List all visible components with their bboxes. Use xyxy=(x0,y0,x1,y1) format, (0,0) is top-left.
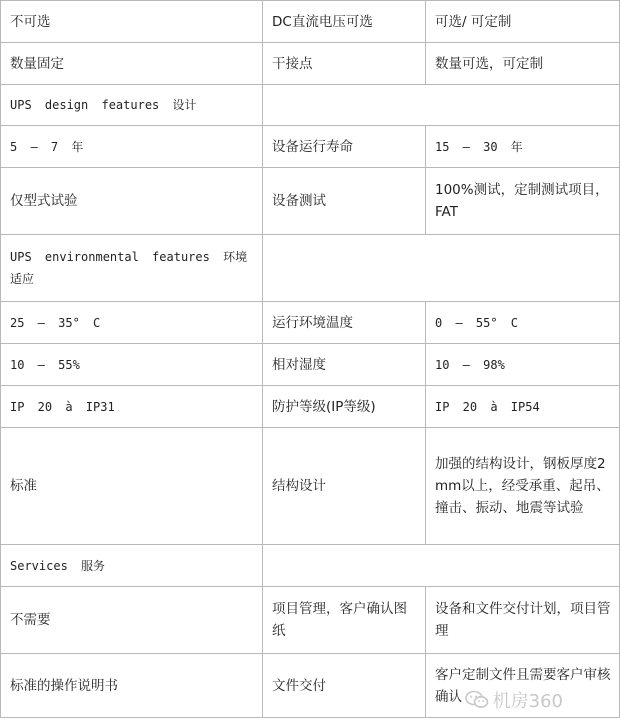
table-cell: 数量固定 xyxy=(1,43,263,85)
table-row xyxy=(1,126,620,168)
table-cell: 10 – 55% xyxy=(1,344,263,386)
table-cell: 设备运行寿命 xyxy=(263,126,426,168)
table-cell: 客户定制文件且需要客户审核确认 xyxy=(426,654,620,718)
table-cell: 防护等级(IP等级) xyxy=(263,386,426,428)
table-row xyxy=(1,1,620,43)
table-cell: 10 – 98% xyxy=(426,344,620,386)
table-row xyxy=(1,168,620,235)
table-row xyxy=(1,344,620,386)
table-cell: 标准 xyxy=(1,428,263,545)
section-header-row xyxy=(1,85,620,126)
section-header: UPS environmental features 环境适应 xyxy=(1,235,263,302)
table-cell: 25 – 35° C xyxy=(1,302,263,344)
table-cell xyxy=(263,235,620,302)
table-cell: 100%测试，定制测试项目，FAT xyxy=(426,168,620,235)
table-cell: 结构设计 xyxy=(263,428,426,545)
table-cell: IP 20 à IP54 xyxy=(426,386,620,428)
table-cell: 文件交付 xyxy=(263,654,426,718)
table-cell: 加强的结构设计，钢板厚度2mm以上，经受承重、起吊、撞击、振动、地震等试验 xyxy=(426,428,620,545)
wechat-icon xyxy=(465,690,489,710)
table-cell: 15 – 30 年 xyxy=(426,126,620,168)
section-header: UPS design features 设计 xyxy=(1,85,263,126)
section-header-row xyxy=(1,235,620,302)
table-cell: 标准的操作说明书 xyxy=(1,654,263,718)
table-cell xyxy=(263,545,620,587)
table-cell: 不可选 xyxy=(1,1,263,43)
table-cell: 运行环境温度 xyxy=(263,302,426,344)
table-cell: 干接点 xyxy=(263,43,426,85)
table-cell: DC直流电压可选 xyxy=(263,1,426,43)
table-row xyxy=(1,302,620,344)
table-cell: 可选/ 可定制 xyxy=(426,1,620,43)
table-cell: 5 – 7 年 xyxy=(1,126,263,168)
section-header: Services 服务 xyxy=(1,545,263,587)
table-row xyxy=(1,428,620,545)
table-cell xyxy=(263,85,620,126)
table-cell: 0 – 55° C xyxy=(426,302,620,344)
table-row xyxy=(1,386,620,428)
table-row xyxy=(1,43,620,85)
table-cell: 相对湿度 xyxy=(263,344,426,386)
table-cell: 数量可选，可定制 xyxy=(426,43,620,85)
section-header-row xyxy=(1,545,620,587)
watermark xyxy=(465,687,563,713)
table-row xyxy=(1,587,620,654)
table-cell: 项目管理，客户确认图纸 xyxy=(263,587,426,654)
table-cell: 设备和文件交付计划，项目管理 xyxy=(426,587,620,654)
table-cell: 设备测试 xyxy=(263,168,426,235)
table-cell: 不需要 xyxy=(1,587,263,654)
watermark-text: 机房360 xyxy=(492,691,563,712)
table-cell: IP 20 à IP31 xyxy=(1,386,263,428)
table-cell: 仅型式试验 xyxy=(1,168,263,235)
